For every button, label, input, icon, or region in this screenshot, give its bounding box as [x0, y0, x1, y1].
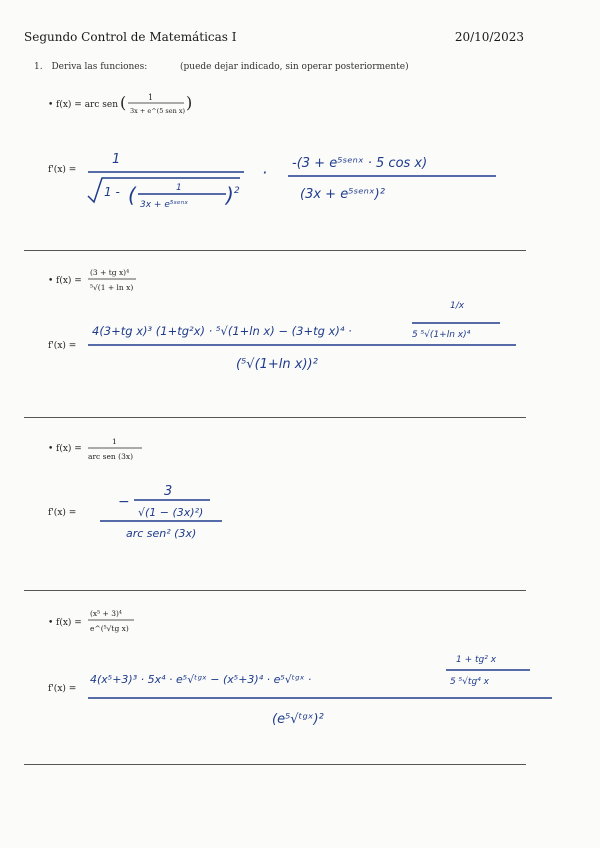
- hand-paren: ): [226, 183, 234, 207]
- hand-inner-num-1: 1: [176, 183, 182, 193]
- given-den-3: arc sen (3x): [88, 452, 133, 461]
- instruction-number: 1.: [34, 62, 43, 72]
- bullet-3: •: [48, 444, 54, 454]
- given-left-1: f(x) = arc sen: [56, 100, 119, 110]
- hand-den-ex3: arc sen² (3x): [126, 527, 197, 540]
- bullet-1: •: [48, 100, 54, 110]
- given-den-1: 3x + e^(5 sen x): [130, 107, 186, 115]
- given-den-2: ⁵√(1 + ln x): [90, 283, 134, 292]
- hand-num-1: 1: [112, 152, 121, 167]
- hand-den-2: (3x + e⁵ˢᵉⁿˣ)²: [300, 187, 385, 202]
- answer-label-3: f'(x) =: [48, 508, 77, 518]
- hand-dot: ·: [262, 163, 268, 182]
- hand-inner-den-ex4: 5 ⁵√tg⁴ x: [450, 677, 489, 687]
- answer-label-4: f'(x) =: [48, 684, 77, 694]
- hand-inner-den-ex2: 5 ⁵√(1+ln x)⁴: [412, 330, 471, 340]
- given-num-3: 1: [112, 437, 117, 446]
- given-left-3: f(x) =: [56, 444, 82, 454]
- given-num-2: (3 + tg x)⁴: [90, 268, 130, 277]
- hand-inner-den-1: 3x + e⁵ˢᵉⁿˣ: [140, 200, 189, 210]
- hand-den-1: 1 -: [104, 185, 120, 199]
- hand-power-1: 2: [234, 186, 240, 196]
- bullet-4: •: [48, 618, 54, 628]
- given-den-4: e^(⁵√tg x): [90, 624, 129, 633]
- instruction-text: Deriva las funciones:: [51, 62, 148, 72]
- given-left-2: f(x) =: [56, 276, 82, 286]
- answer-label-2: f'(x) =: [48, 341, 77, 351]
- hand-inner-num-ex3: 3: [164, 484, 173, 499]
- hand-paren: (: [128, 183, 136, 207]
- given-left-4: f(x) =: [56, 618, 82, 628]
- answer-label-1: f'(x) =: [48, 165, 77, 175]
- hand-num-2: -(3 + e⁵ˢᵉⁿˣ · 5 cos x): [292, 156, 428, 171]
- hand-num-ex4: 4(x⁵+3)³ · 5x⁴ · e⁵√ᵗᵍˣ − (x⁵+3)⁴ · e⁵√ᵗᵍˣ ·: [90, 673, 312, 686]
- hand-inner-den-ex3: √(1 − (3x)²): [138, 506, 204, 519]
- hand-minus-ex3: −: [118, 494, 130, 510]
- hand-den-ex4: (e⁵√ᵗᵍˣ)²: [272, 712, 324, 727]
- given-num-1: 1: [148, 93, 154, 102]
- exam-title: Segundo Control de Matemáticas I: [24, 30, 237, 44]
- hand-num-ex2: 4(3+tg x)³ (1+tg²x) · ⁵√(1+ln x) − (3+tg x)⁴ ·: [92, 324, 352, 338]
- hand-den-ex2: (⁵√(1+ln x))²: [236, 357, 318, 372]
- bullet-2: •: [48, 276, 54, 286]
- instruction-note: (puede dejar indicado, sin operar posteriormente): [180, 62, 409, 72]
- paren-open: (: [120, 93, 127, 112]
- paren-close: ): [186, 93, 193, 112]
- exam-date: 20/10/2023: [454, 30, 524, 44]
- hand-inner-num-ex2: 1/x: [450, 301, 465, 311]
- given-num-4: (x⁵ + 3)⁴: [90, 609, 122, 618]
- hand-inner-num-ex4: 1 + tg² x: [456, 655, 497, 665]
